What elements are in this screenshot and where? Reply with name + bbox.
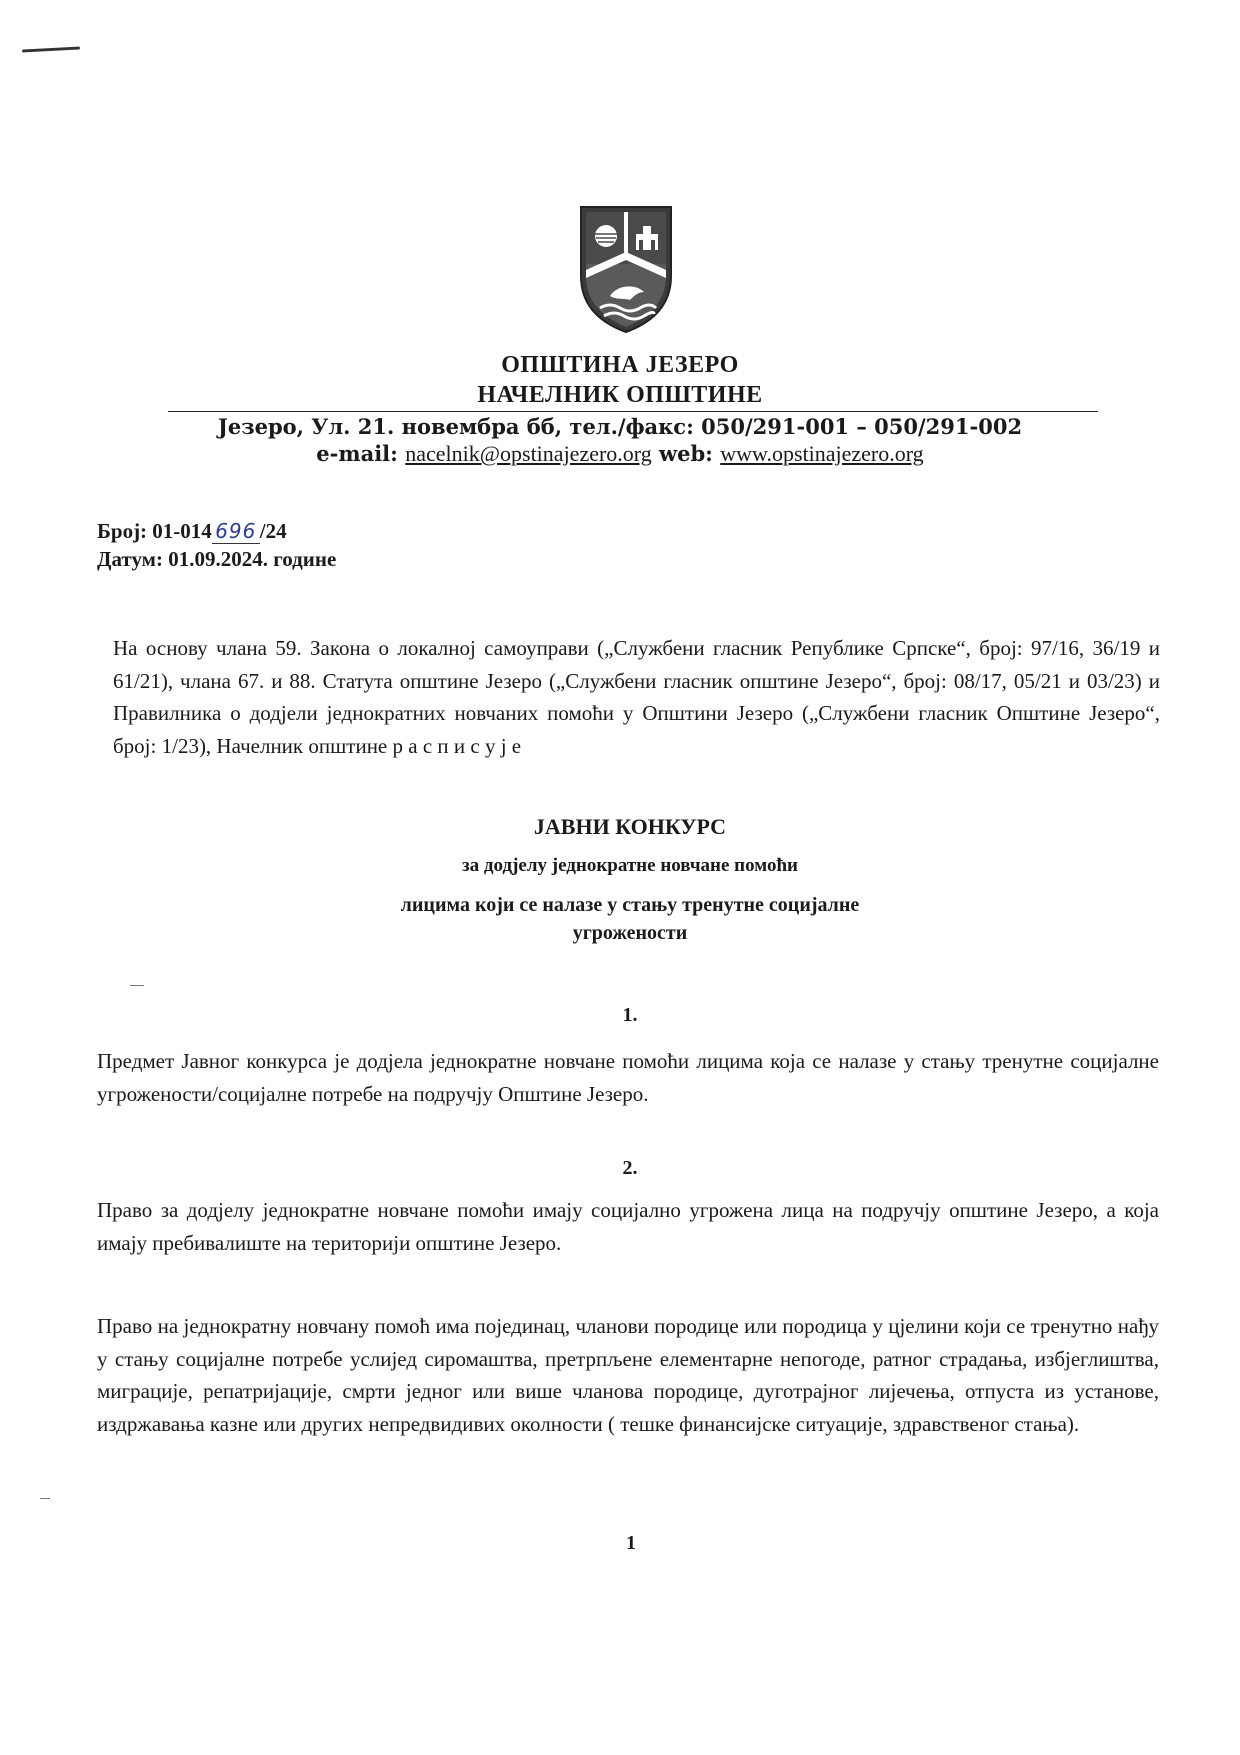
page-number: 1 — [626, 1532, 636, 1554]
handwritten-number: 696 — [212, 519, 260, 544]
number-suffix: /24 — [259, 519, 287, 543]
section-number: 2. — [622, 1157, 638, 1179]
section-paragraph: Право на једнократну новчану помоћ има појединац, чланови породице или породица у цјелини који се тренутно нађу у стању социјалне потребе услијед сиромаштва, претрпљене елементарне непогоде, ратног страдања, избјеглиштва, миграције, репатријације, смрти једног или више чланова породице, дуготрајног лијечења, отпуста из установе, издржавања казне или других непредвидивих околности ( тешке финансијске ситуације, здравственог стања). — [97, 1314, 1159, 1436]
office-name: НАЧЕЛНИК ОПШТИНЕ — [477, 382, 763, 408]
section-paragraph: Право за додјелу једнократне новчане помоћи имају социјално угрожена лица на подручју општине Језеро, а која имају пребивалиште на територији општине Језеро. — [97, 1198, 1159, 1255]
web-label: web: — [659, 441, 713, 466]
document-subtitle-line2: угрожености — [572, 922, 688, 944]
email-link[interactable]: nacelnik@opstinajezero.org — [405, 441, 652, 466]
scan-speck — [130, 985, 144, 986]
contact-line — [0, 441, 1240, 467]
document-title: ЈАВНИ КОНКУРС — [533, 814, 727, 839]
email-label: e-mail: — [316, 441, 398, 466]
preamble-paragraph: На основу члана 59. Закона о локалној самоуправи („Службени гласник Републике Српске“, број: 97/16, 36/19 и 61/21), члана 67. и 88. Статута општине Језеро („Службени гласник општине Језеро“, број: 08/17, 05/21 и 03/23) и Правилника о додјели једнократних новчаних помоћи у Општини Језеро („Службени гласник Општине Језеро“, број: 1/23), Начелник општине р а с п и с у ј е — [113, 636, 1160, 758]
document-number — [97, 519, 287, 544]
municipality-name: ОПШТИНА ЈЕЗЕРО — [501, 352, 739, 378]
document-date: Датум: 01.09.2024. године — [97, 547, 337, 571]
section-number: 1. — [622, 1004, 638, 1026]
address-line: Језеро, Ул. 21. новембра бб, тел./факс: 050/291-001 – 050/291-002 — [217, 414, 1023, 439]
scan-speck — [40, 1498, 50, 1499]
number-prefix: Број: 01-014 — [97, 519, 212, 543]
section-paragraph: Предмет Јавног конкурса је додјела једнократне новчане помоћи лицима која се налазе у стању тренутне социјалне угрожености/социјалне потребе на подручју Општине Језеро. — [97, 1049, 1159, 1106]
municipal-coat-of-arms-icon — [578, 204, 674, 334]
header-divider — [168, 411, 1098, 412]
web-link[interactable]: www.opstinajezero.org — [720, 441, 924, 466]
document-subtitle-line1: лицима који се налазе у стању тренутне социјалне — [400, 894, 860, 916]
scan-artifact — [22, 46, 80, 52]
document-subtitle: за додјелу једнократне новчане помоћи — [462, 855, 798, 876]
